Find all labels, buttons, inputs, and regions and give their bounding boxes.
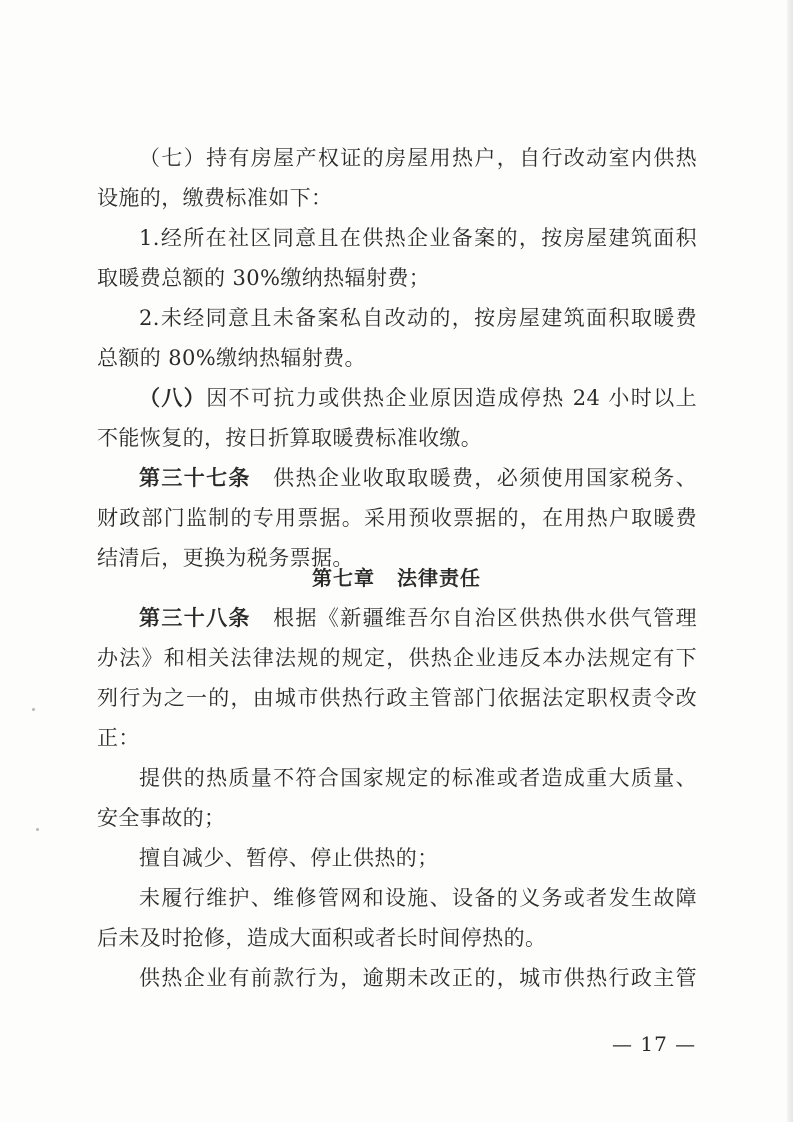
page-number: — 17 —: [612, 1032, 697, 1056]
paragraph-line: 正：: [97, 726, 140, 750]
paragraph-line: 取暖费总额的 30%缴纳热辐射费；: [97, 266, 431, 290]
paragraph-line: 不能恢复的，按日折算取暖费标准收缴。: [97, 426, 483, 450]
chapter-number: 第七章: [312, 566, 375, 590]
paragraph-line: 供热企业有前款行为，逾期未改正的，城市供热行政主管: [139, 966, 697, 990]
scan-speck: [32, 708, 35, 711]
paragraph-line: 结清后，更换为税务票据。: [97, 546, 354, 570]
article-number: 第三十七条: [139, 466, 251, 490]
paragraph-line: 2.未经同意且未备案私自改动的，按房屋建筑面积取暖费: [139, 306, 697, 330]
paragraph-line: 财政部门监制的专用票据。采用预收票据的，在用热户取暖费: [97, 506, 697, 530]
paragraph-line: 擅自减少、暂停、停止供热的；: [139, 846, 439, 870]
paragraph-line: 办法》和相关法律法规的规定，供热企业违反本办法规定有下: [97, 646, 697, 670]
paragraph-line: 列行为之一的，由城市供热行政主管部门依据法定职权责令改: [97, 686, 697, 710]
page-edge-shadow: [787, 0, 793, 1122]
paragraph-line: 总额的 80%缴纳热辐射费。: [97, 346, 366, 370]
article-text: 根据《新疆维吾尔自治区供热供水供气管理: [250, 606, 698, 630]
chapter-title: [0, 558, 793, 598]
article-text: 供热企业收取取暖费，必须使用国家税务、: [250, 466, 698, 490]
article-line: [139, 598, 697, 638]
paragraph-line: 后未及时抢修，造成大面积或者长时间停热的。: [97, 926, 547, 950]
paragraph-line: [139, 378, 697, 418]
paragraph-line: （七）持有房屋产权证的房屋用热户，自行改动室内供热: [139, 146, 697, 170]
paragraph-line: 安全事故的；: [97, 806, 226, 830]
paragraph-line: 设施的，缴费标准如下：: [97, 186, 333, 210]
paragraph-line: 未履行维护、维修管网和设施、设备的义务或者发生故障: [139, 886, 697, 910]
scan-speck: [36, 828, 39, 831]
article-number: 第三十八条: [139, 606, 251, 630]
paragraph-line: 提供的热质量不符合国家规定的标准或者造成重大质量、: [139, 766, 697, 790]
chapter-name: 法律责任: [397, 566, 481, 590]
item-text: 因不可抗力或供热企业原因造成停热 24 小时以上: [206, 386, 697, 410]
paragraph-line: 1.经所在社区同意且在供热企业备案的，按房屋建筑面积: [139, 226, 697, 250]
item-marker: （八）: [139, 386, 207, 410]
article-line: [139, 458, 697, 498]
